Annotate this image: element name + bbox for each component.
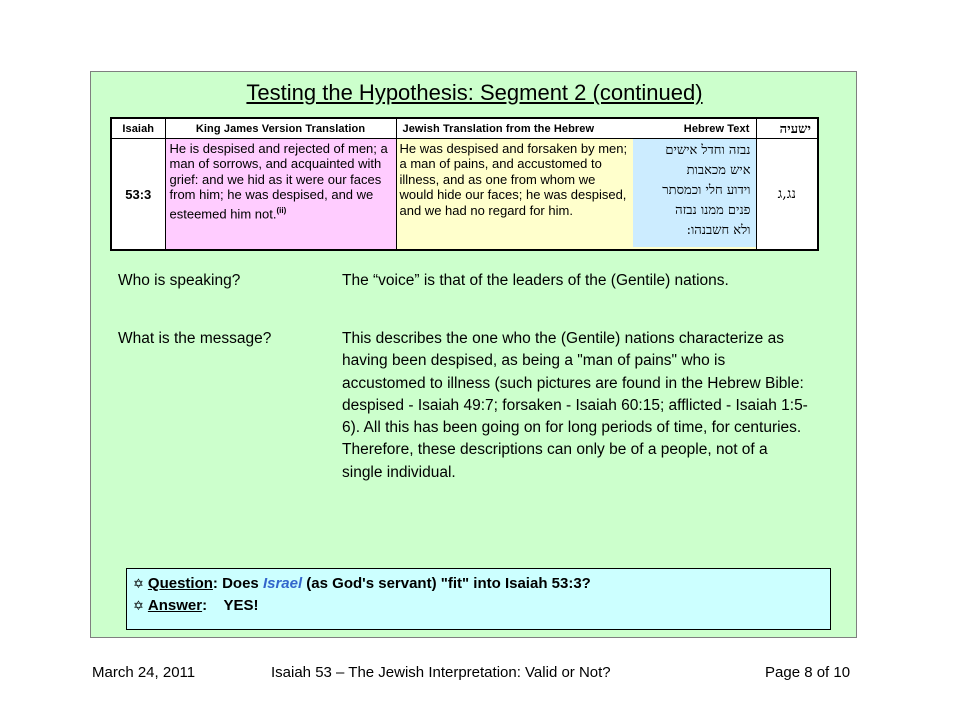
kjv-footnote: (ii) xyxy=(276,205,287,215)
header-kjv: King James Version Translation xyxy=(165,118,396,139)
answer-text: The “voice” is that of the leaders of the (Gentile) nations. xyxy=(342,272,729,289)
header-jewish-translation xyxy=(396,118,756,139)
jewish-translation-cell xyxy=(396,139,756,251)
verse-table xyxy=(110,117,819,251)
slide-title: Testing the Hypothesis: Segment 2 (continued) xyxy=(246,80,703,105)
question-text: : Does xyxy=(212,575,263,592)
hebrew-line: נבזה וחדל אישים xyxy=(665,143,751,158)
answer-text: This describes the one who the (Gentile) nations characterize as having been despised, as being a "man of pains" who is accustomed to illness (such pictures are found in the Hebrew Bible: despised - Isaiah 49:7; forsaken - Isaiah 60:15; afflicted - Isaiah 1:5-6). All this has been going on for long periods of time, for centuries. Therefore, these descriptions can only be of a people, not of a single individual. xyxy=(342,330,808,481)
question-answer-callout xyxy=(126,568,831,630)
answer-value: : YES! xyxy=(202,597,259,614)
footer-title: Isaiah 53 – The Jewish Interpretation: Valid or Not? xyxy=(271,664,611,681)
footer-page: Page 8 of 10 xyxy=(765,664,851,681)
hebrew-line: וידוע חלי וכמסתר xyxy=(662,183,751,198)
qa-item xyxy=(118,328,271,350)
jewish-text: He was despised and forsaken by men; a man of pains, and accustomed to illness, and as one from whom we would hide our faces; he was despised, and we had no regard for him. xyxy=(397,139,633,247)
hebrew-line: איש מכאבות xyxy=(686,163,751,178)
header-jewish-label: Jewish Translation from the Hebrew xyxy=(402,122,595,135)
kjv-cell xyxy=(165,139,396,251)
hebrew-line: פנים ממנו נבזה xyxy=(675,203,751,218)
kjv-text: He is despised and rejected of men; a man of sorrows, and acquainted with grief: and we hid as it were our faces from him; he was despised, and we esteemed him not. xyxy=(169,141,388,221)
hebrew-ref: נג,ג xyxy=(756,139,818,251)
footer-date: March 24, 2011 xyxy=(92,664,196,681)
qa-item xyxy=(118,270,240,292)
content-panel xyxy=(90,71,857,638)
header-isaiah: Isaiah xyxy=(111,118,165,139)
header-hebrew-book: ישעיה xyxy=(756,118,818,139)
question-label: Who is speaking? xyxy=(118,272,241,289)
verse-ref: 53:3 xyxy=(111,139,165,251)
star-of-david-icon: ✡ xyxy=(133,577,144,592)
israel-emphasis: Israel xyxy=(262,575,303,592)
star-of-david-icon: ✡ xyxy=(133,599,144,614)
callout-question xyxy=(133,573,830,595)
header-hebrew-text-label: Hebrew Text xyxy=(683,122,750,135)
hebrew-line: ולא חשבנהו: xyxy=(686,223,751,238)
table-header-row xyxy=(111,118,818,139)
table-row xyxy=(111,139,818,251)
answer-label: Answer xyxy=(147,597,203,614)
question-label: What is the message? xyxy=(118,330,272,347)
question-text-end: (as God's servant) "fit" into Isaiah 53:3? xyxy=(302,575,591,592)
question-label: Question xyxy=(147,575,213,592)
hebrew-text xyxy=(633,139,756,247)
callout-answer xyxy=(133,595,830,617)
